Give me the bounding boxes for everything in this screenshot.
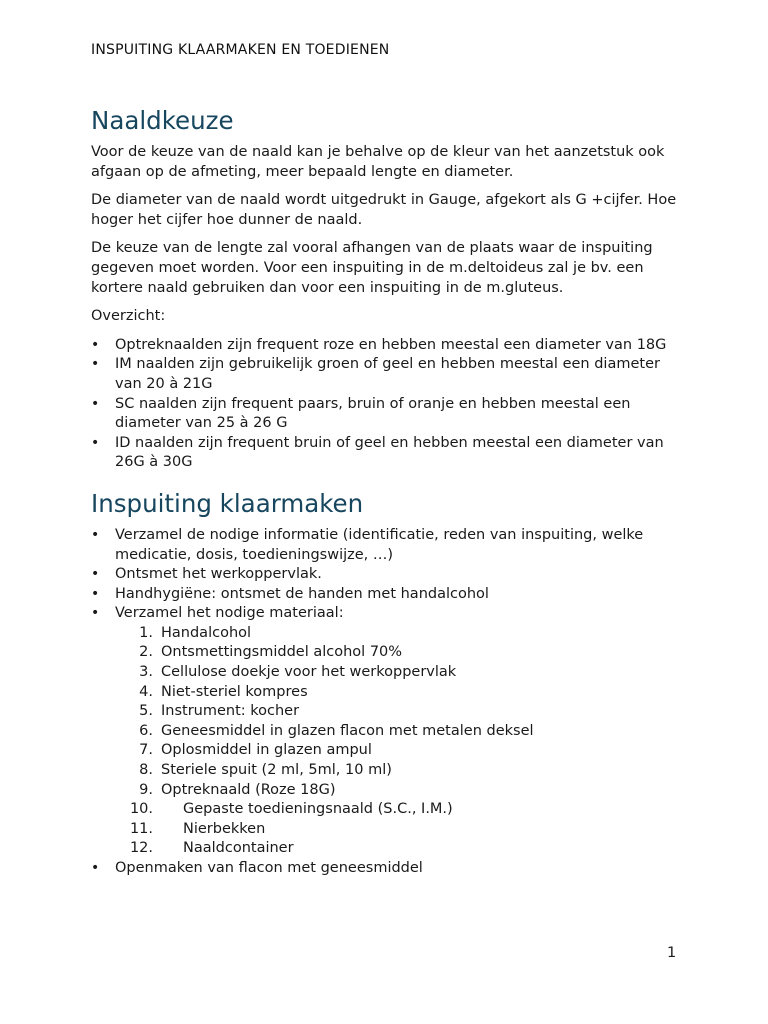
bullet-icon: • — [91, 566, 100, 583]
list-item: 6. Geneesmiddel in glazen flacon met metalen deksel — [139, 722, 534, 739]
list-item: • Verzamel het nodige materiaal: 1. Handalcohol 2. Ontsmettingsmiddel alcohol 70% 3. Cellulose doekje voor het werkoppervlak 4. Niet-steriel kompres 5. Instrument: kocher 6. Geneesmiddel in glazen flacon met metalen deksel 7. Oplosmiddel in glazen ampul 8. Steriele spuit (2 ml, 5ml, 10 ml) 9. Optreknaald (Roze 18G) 10. Gepaste toedieningsnaald (S.C., I.M.) 11. Nierbekken 12. Naaldcontainer — [91, 604, 681, 859]
list-item: • Ontsmet het werkoppervlak. — [91, 565, 681, 585]
paragraph: Voor de keuze van de naald kan je behalve op de kleur van het aanzetstuk ook afgaan op de afmeting, meer bepaald lengte en diameter. — [91, 144, 665, 180]
bullet-icon: • — [91, 605, 100, 622]
list-item: 4. Niet-steriel kompres — [139, 683, 308, 700]
running-header: INSPUITING KLAARMAKEN EN TOEDIENEN — [91, 42, 390, 58]
paragraph: De diameter van de naald wordt uitgedrukt in Gauge, afgekort als G +cijfer. Hoe hoger het cijfer hoe dunner de naald. — [91, 192, 677, 228]
heading-inspuiting-klaarmaken: Inspuiting klaarmaken — [91, 488, 364, 518]
list-item: • Verzamel de nodige informatie (identificatie, reden van inspuiting, welke medicatie, dosis, toedieningswijze, …) — [91, 526, 644, 563]
bullet-icon: • — [91, 585, 100, 602]
bullet-icon: • — [91, 434, 100, 451]
list-item: 8. Steriele spuit (2 ml, 5ml, 10 ml) — [139, 762, 392, 779]
bullet-icon: • — [91, 336, 100, 353]
bullet-icon: • — [91, 860, 100, 876]
preparation-steps-list — [91, 526, 681, 879]
bullet-icon: • — [91, 526, 100, 543]
list-item: 5. Instrument: kocher — [139, 703, 300, 720]
list-item: 9. Optreknaald (Roze 18G) — [139, 781, 336, 798]
bullet-icon: • — [91, 395, 100, 412]
list-item: • Openmaken van flacon met geneesmiddel — [91, 859, 681, 879]
list-item: • Handhygiëne: ontsmet de handen met handalcohol — [91, 585, 681, 605]
materials-list — [91, 624, 681, 859]
list-item: 2. Ontsmettingsmiddel alcohol 70% — [139, 644, 403, 661]
needle-overview-list — [91, 336, 681, 473]
paragraph: De keuze van de lengte zal vooral afhangen van de plaats waar de inspuiting gegeven moet worden. Voor een inspuiting in de m.deltoideus zal je bv. een kortere naald gebruiken dan voor een inspuiting in de m.gluteus. — [91, 240, 653, 296]
list-item: 10. Gepaste toedieningsnaald (S.C., I.M.) — [129, 801, 453, 818]
list-item: 12. Naaldcontainer — [129, 840, 294, 857]
page-number: 1 — [667, 945, 677, 961]
list-item: 1. Handalcohol — [139, 624, 252, 641]
bullet-icon: • — [91, 356, 100, 373]
list-item: • IM naalden zijn gebruikelijk groen of geel en hebben meestal een diameter van 20 à 21G — [91, 356, 660, 392]
heading-naaldkeuze: Naaldkeuze — [91, 106, 234, 135]
page-content — [91, 104, 681, 879]
list-item: 7. Oplosmiddel in glazen ampul — [139, 742, 372, 759]
list-item: • ID naalden zijn frequent bruin of geel en hebben meestal een diameter van 26G à 30G — [91, 434, 664, 471]
paragraph-overzicht: Overzicht: — [91, 308, 166, 325]
list-item: • Optreknaalden zijn frequent roze en hebben meestal een diameter van 18G — [91, 336, 681, 356]
list-item: 11. Nierbekken — [129, 820, 266, 837]
list-item: • SC naalden zijn frequent paars, bruin of oranje en hebben meestal een diameter van 25 à 26 G — [91, 395, 631, 432]
list-item: 3. Cellulose doekje voor het werkoppervlak — [139, 664, 457, 681]
